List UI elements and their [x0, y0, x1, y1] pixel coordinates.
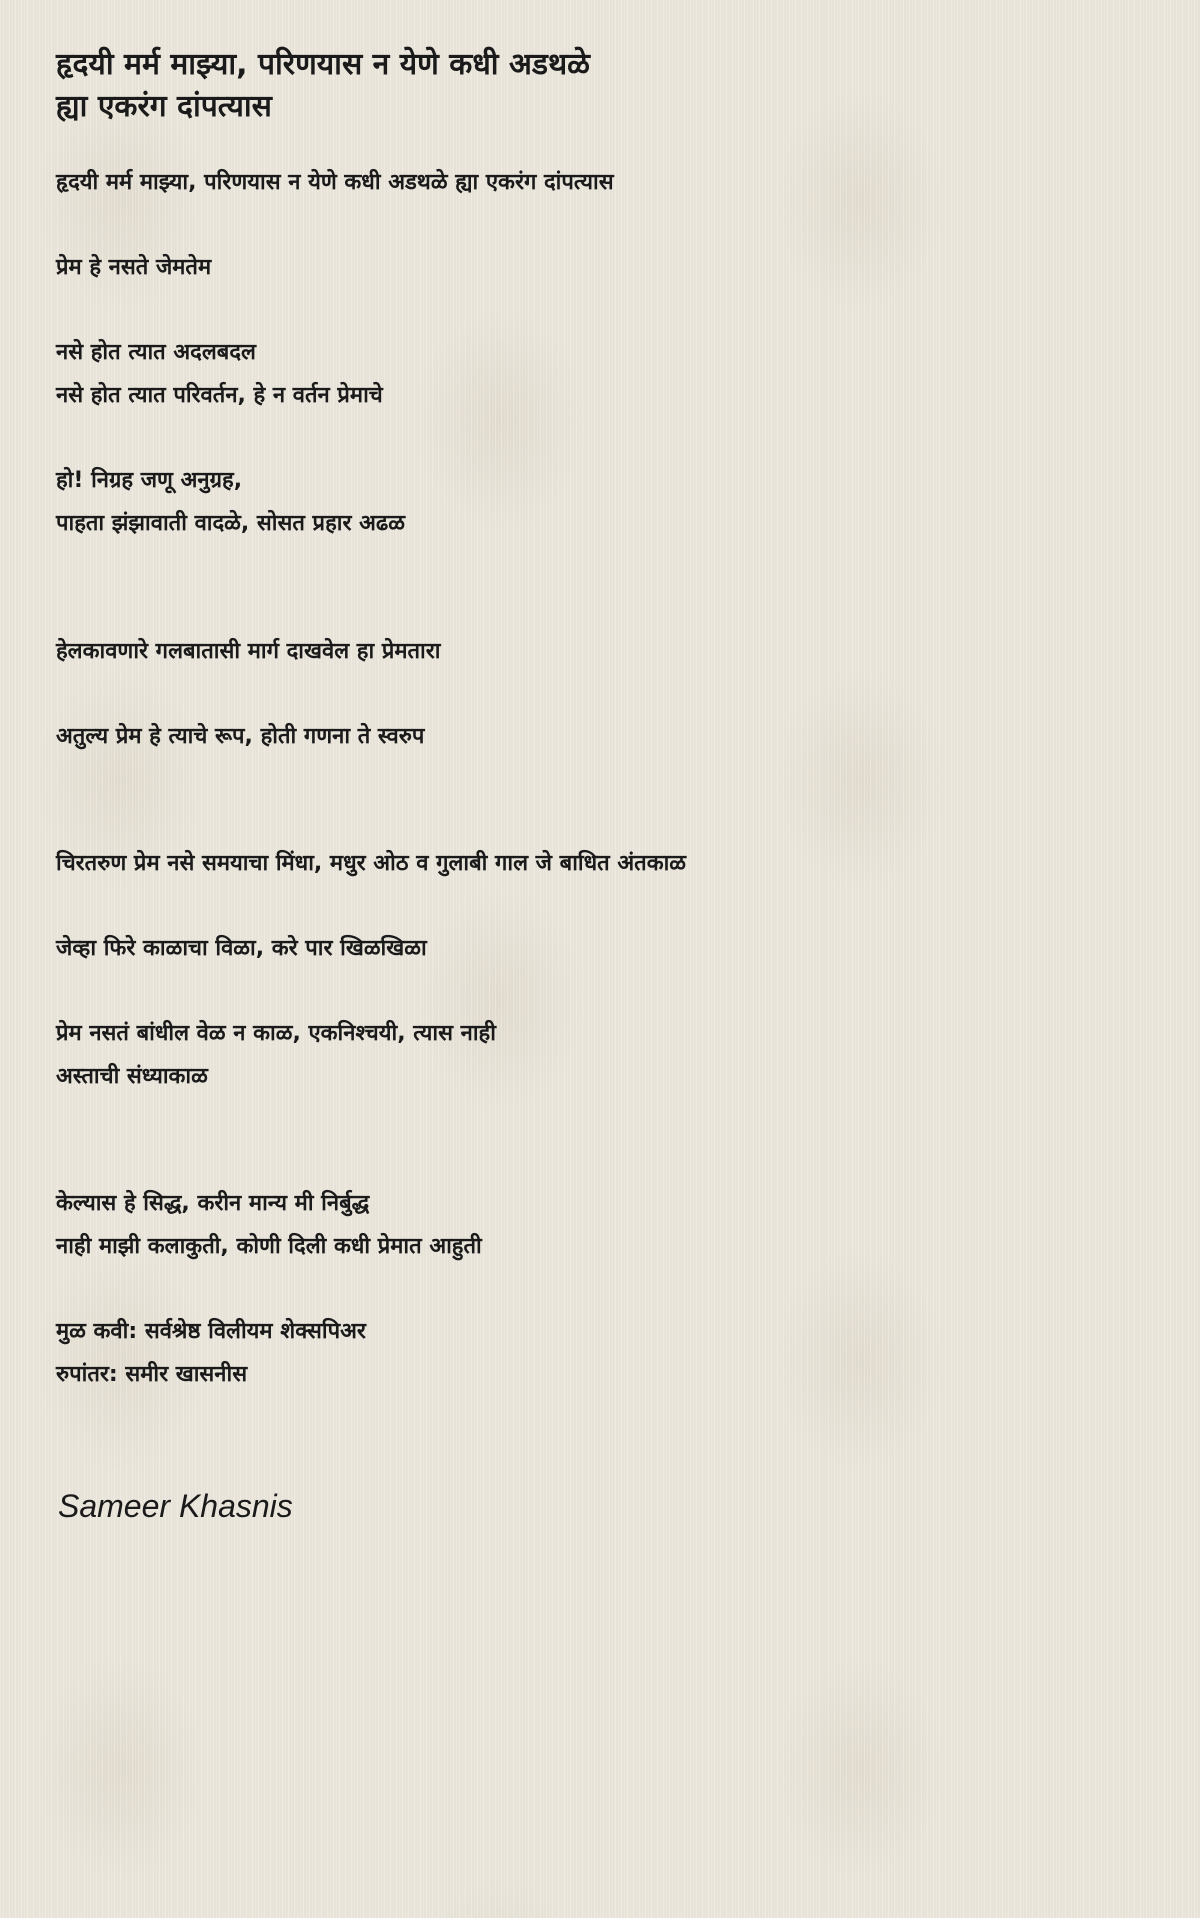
poem-line: प्रेम हे नसते जेमतेम: [56, 255, 212, 280]
poem-line: जेव्हा फिरे काळाचा विळा, करे पार खिळखिळा: [56, 936, 427, 961]
poem-line: हेलकावणारे गलबातासी मार्ग दाखवेल हा प्रेमतारा: [56, 639, 441, 664]
poem-title: [56, 44, 590, 128]
poem-line: हो! निग्रह जणू अनुग्रह,: [56, 468, 243, 493]
translator-credit: रुपांतर: समीर खासनीस: [56, 1362, 248, 1387]
poem-line: पाहता झंझावाती वादळे, सोसत प्रहार अढळ: [56, 511, 406, 536]
original-poet-credit: मुळ कवी: सर्वश्रेष्ठ विलीयम शेक्सपिअर: [56, 1319, 366, 1344]
poem-title-line-1: हृदयी मर्म माझ्या, परिणयास न येणे कधी अडथळे: [56, 47, 590, 82]
poem-line: नसे होत त्यात अदलबदल: [56, 340, 256, 365]
poem-line: नाही माझी कलाकुती, कोणी दिली कधी प्रेमात आहुती: [56, 1234, 482, 1259]
poem-line: प्रेम नसतं बांधील वेळ न काळ, एकनिश्चयी, त्यास नाही: [56, 1021, 496, 1046]
poem-title-line-2: ह्या एकरंग दांपत्यास: [56, 89, 272, 124]
poem-line: अतुल्य प्रेम हे त्याचे रूप, होती गणना ते स्वरुप: [56, 724, 425, 749]
author-signature: Sameer Khasnis: [58, 1488, 293, 1524]
poem-line: केल्यास हे सिद्ध, करीन मान्य मी निर्बुद्ध: [56, 1191, 370, 1216]
poem-line: अस्ताची संध्याकाळ: [56, 1064, 208, 1089]
poem-line: चिरतरुण प्रेम नसे समयाचा मिंधा, मधुर ओठ व गुलाबी गाल जे बाधित अंतकाळ: [56, 851, 687, 876]
poem-line: हृदयी मर्म माझ्या, परिणयास न येणे कधी अडथळे ह्या एकरंग दांपत्यास: [56, 170, 614, 195]
poem-line: नसे होत त्यात परिवर्तन, हे न वर्तन प्रेमाचे: [56, 383, 383, 408]
